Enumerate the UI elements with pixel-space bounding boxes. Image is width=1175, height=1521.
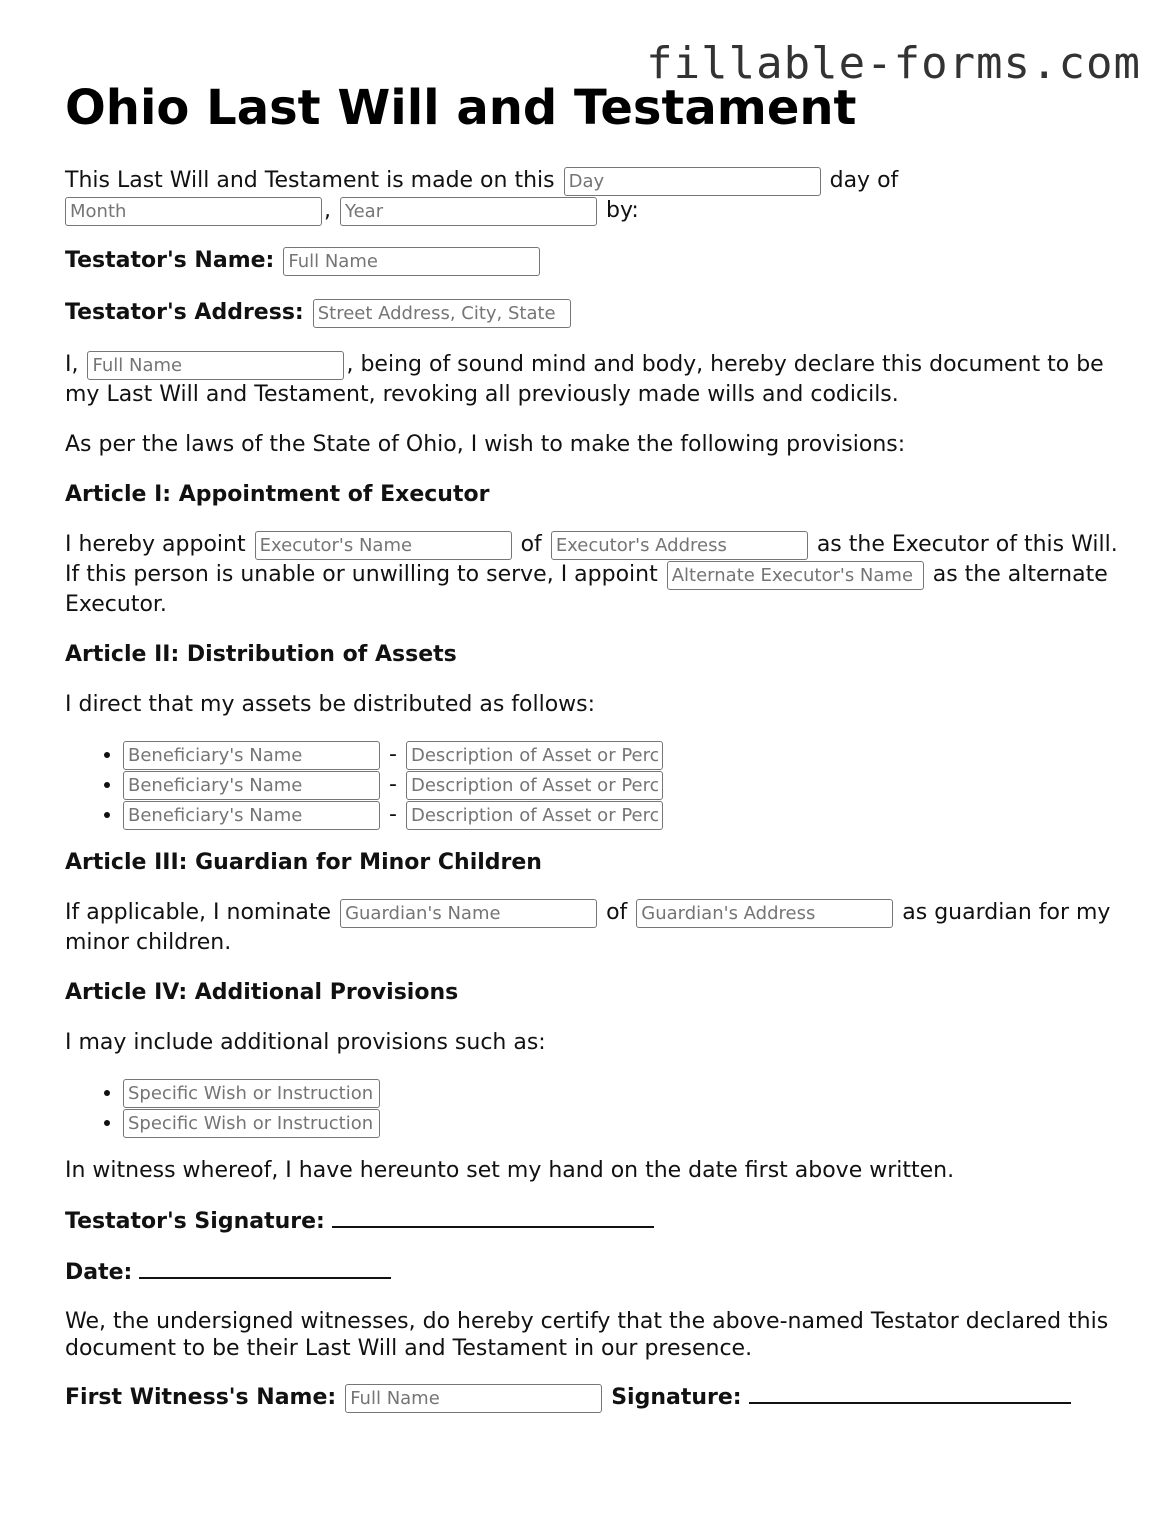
intro-day-of-text: day of [829, 168, 899, 193]
article-1-heading: Article I: Appointment of Executor [65, 482, 490, 507]
month-input[interactable] [65, 197, 322, 226]
article-3-text3: as guardian for my minor children. [65, 900, 1111, 955]
date-label: Date: [65, 1260, 133, 1285]
beneficiary-name-input[interactable] [123, 801, 380, 830]
watermark: fillable-forms.com [646, 38, 1141, 89]
testator-signature-row [65, 1206, 1125, 1237]
first-witness-row [65, 1382, 1125, 1413]
article-2-intro: I direct that my assets be distributed as follows: [65, 692, 596, 717]
list-item [123, 800, 1125, 830]
declaration-text: , being of sound mind and body, hereby declare this document to be my Last Will and Testament, revoking all previously made wills and codicils. [65, 352, 1104, 407]
declarant-name-input[interactable] [87, 351, 344, 380]
article-4-heading: Article IV: Additional Provisions [65, 980, 459, 1005]
specific-wish-input[interactable] [123, 1079, 380, 1108]
asset-distribution-list [65, 740, 1125, 830]
year-input[interactable] [340, 197, 597, 226]
article-4-intro: I may include additional provisions such as: [65, 1030, 546, 1055]
will-document [65, 80, 1125, 1433]
specific-wish-input[interactable] [123, 1109, 380, 1138]
asset-description-input[interactable] [406, 771, 663, 800]
article-2-heading: Article II: Distribution of Assets [65, 642, 457, 667]
guardian-address-input[interactable] [636, 899, 893, 928]
testator-name-row [65, 246, 1125, 276]
witness-clause: In witness whereof, I have hereunto set my hand on the date first above written. [65, 1158, 955, 1183]
article-3-text1: If applicable, I nominate [65, 900, 332, 925]
intro-comma: , [324, 198, 331, 223]
list-item [123, 1108, 1125, 1138]
witness-certification: We, the undersigned witnesses, do hereby certify that the above-named Testator declared this document to be their Last Will and Testament in our presence. [65, 1309, 1109, 1361]
beneficiary-name-input[interactable] [123, 741, 380, 770]
article-1-text4: as the alternate Executor. [65, 562, 1108, 617]
intro-by-text: by: [606, 198, 639, 223]
first-witness-signature-label: Signature: [611, 1385, 742, 1410]
list-item [123, 1078, 1125, 1108]
executor-name-input[interactable] [255, 531, 512, 560]
day-input[interactable] [564, 167, 821, 196]
provisions-intro: As per the laws of the State of Ohio, I wish to make the following provisions: [65, 432, 906, 457]
first-witness-name-label: First Witness's Name: [65, 1385, 337, 1410]
article-1-paragraph [65, 530, 1125, 620]
guardian-name-input[interactable] [340, 899, 597, 928]
list-item [123, 740, 1125, 770]
executor-address-input[interactable] [551, 531, 808, 560]
separator: - [389, 802, 397, 827]
date-row [65, 1257, 1125, 1288]
testator-address-input[interactable] [313, 299, 571, 328]
testator-signature-label: Testator's Signature: [65, 1209, 325, 1234]
asset-description-input[interactable] [406, 741, 663, 770]
separator: - [389, 742, 397, 767]
testator-address-label: Testator's Address: [65, 300, 304, 325]
article-1-text3: as the Executor of this Will. If this person is unable or unwilling to serve, I appoint [65, 532, 1118, 587]
declaration-paragraph [65, 350, 1125, 410]
alternate-executor-input[interactable] [667, 561, 924, 590]
article-3-paragraph [65, 898, 1125, 958]
testator-name-label: Testator's Name: [65, 248, 275, 273]
article-1-text2: of [520, 532, 542, 557]
date-line[interactable] [139, 1257, 391, 1279]
article-1-text1: I hereby appoint [65, 532, 246, 557]
asset-description-input[interactable] [406, 801, 663, 830]
article-3-text2: of [606, 900, 628, 925]
declaration-prefix: I, [65, 352, 79, 377]
article-3-heading: Article III: Guardian for Minor Children [65, 850, 542, 875]
page-title: Ohio Last Will and Testament [65, 80, 857, 136]
testator-name-input[interactable] [283, 247, 540, 276]
intro-text: This Last Will and Testament is made on this [65, 168, 555, 193]
separator: - [389, 772, 397, 797]
beneficiary-name-input[interactable] [123, 771, 380, 800]
first-witness-signature-line[interactable] [749, 1382, 1071, 1404]
testator-address-row [65, 298, 1125, 328]
testator-signature-line[interactable] [332, 1206, 654, 1228]
list-item [123, 770, 1125, 800]
additional-provisions-list [65, 1078, 1125, 1138]
intro-paragraph [65, 166, 1125, 226]
first-witness-name-input[interactable] [345, 1384, 602, 1413]
